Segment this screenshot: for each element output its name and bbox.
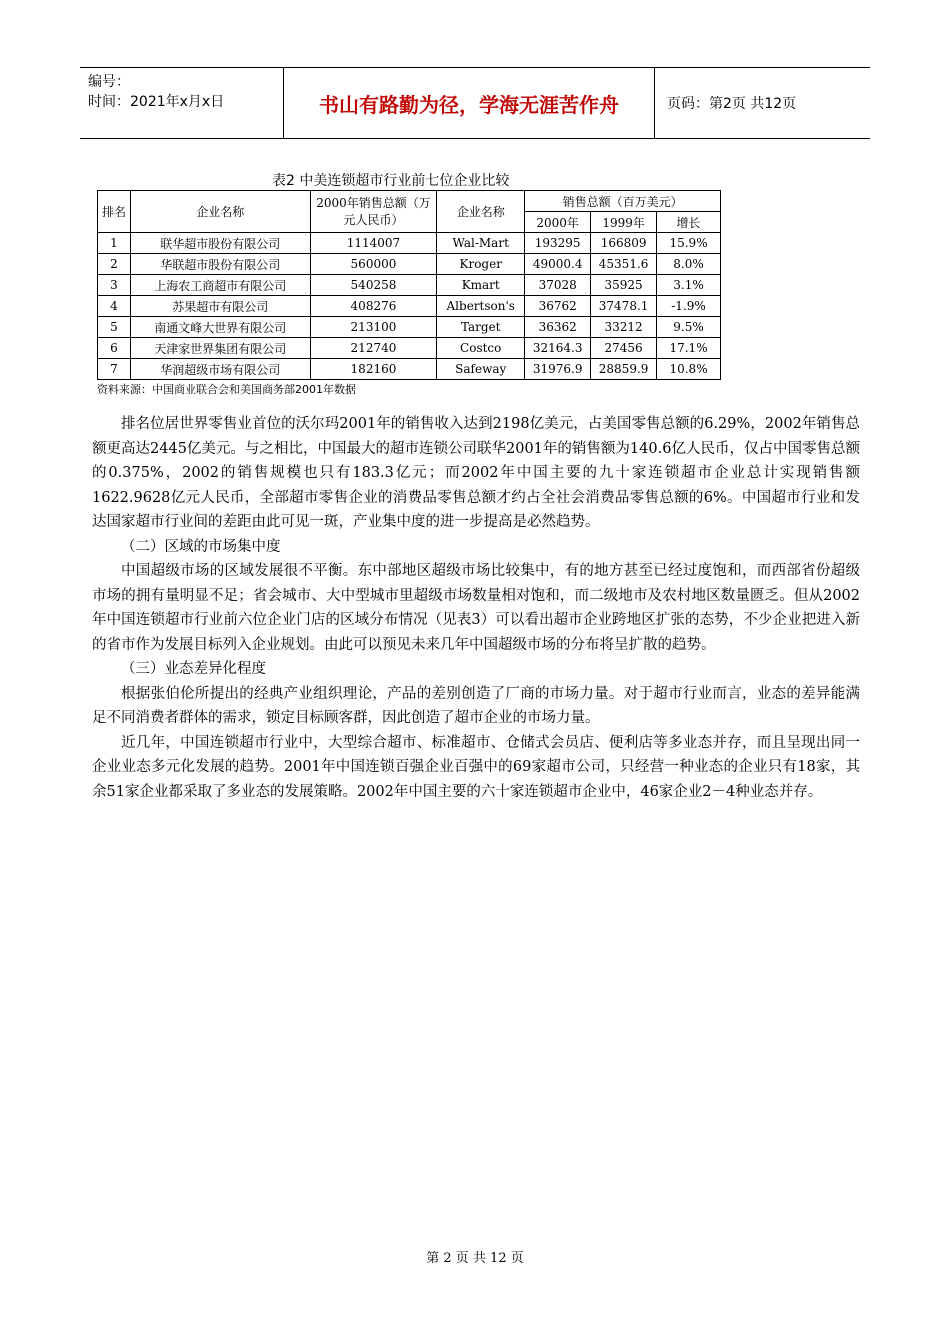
table-header-row: [98, 191, 721, 212]
cell-growth: 9.5%: [657, 317, 721, 338]
cell-us-company: Target: [437, 317, 525, 338]
cell-us-company: Costco: [437, 338, 525, 359]
header-growth: 增长: [657, 212, 721, 233]
cell-sales-1999: 45351.6: [591, 254, 657, 275]
body-text: [92, 412, 860, 804]
cell-growth: 8.0%: [657, 254, 721, 275]
paragraph: 中国超级市场的区域发展很不平衡。东中部地区超级市场比较集中，有的地方甚至已经过度饱和，而西部省份超级市场的拥有量明显不足；省会城市、大中型城市里超级市场数量相对饱和，而二级地市及农村地区数量匮乏。但从2002年中国连锁超市行业前六位企业门店的区域分布情况（见表3）可以看出超市企业跨地区扩张的态势，不少企业把进入新的省市作为发展目标列入企业规划。由此可以预见未来几年中国超级市场的分布将呈扩散的趋势。: [92, 563, 860, 653]
cell-rank: 2: [98, 254, 131, 275]
cell-sales-1999: 166809: [591, 233, 657, 254]
paragraph: 近几年，中国连锁超市行业中，大型综合超市、标准超市、仓储式会员店、便利店等多业态并存，而且呈现出同一企业业态多元化发展的趋势。2001年中国连锁百强企业百强中的69家超市公司，只经营一种业态的企业只有18家，其余51家企业都采取了多业态的发展策略。2002年中国主要的六十家连锁超市企业中，46家企业2－4种业态并存。: [92, 734, 860, 800]
cell-growth: 15.9%: [657, 233, 721, 254]
cell-cn-company: 上海农工商超市有限公司: [130, 275, 310, 296]
cell-sales-2000: 193295: [525, 233, 591, 254]
cell-sales-2000: 32164.3: [525, 338, 591, 359]
cell-cn-company: 苏果超市有限公司: [130, 296, 310, 317]
table-row: [98, 359, 721, 380]
cell-sales-1999: 27456: [591, 338, 657, 359]
cell-sales-1999: 35925: [591, 275, 657, 296]
cell-sales-2000: 31976.9: [525, 359, 591, 380]
cell-cn-sales: 408276: [310, 296, 437, 317]
document-time-label: 时间：2021年x月x日: [88, 94, 225, 110]
cell-sales-2000: 36762: [525, 296, 591, 317]
table-source-note: 资料来源：中国商业联合会和美国商务部2001年数据: [97, 383, 356, 396]
cell-us-company: Wal-Mart: [437, 233, 525, 254]
section-heading: （二）区域的市场集中度: [121, 538, 281, 555]
cell-sales-2000: 36362: [525, 317, 591, 338]
cell-cn-sales: 540258: [310, 275, 437, 296]
page-header: [80, 67, 870, 139]
cell-cn-company: 南通文峰大世界有限公司: [130, 317, 310, 338]
cell-cn-company: 华联超市股份有限公司: [130, 254, 310, 275]
cell-cn-sales: 1114007: [310, 233, 437, 254]
table-caption: 表2 中美连锁超市行业前七位企业比较: [272, 173, 510, 189]
cell-cn-sales: 212740: [310, 338, 437, 359]
cell-rank: 1: [98, 233, 131, 254]
header-meta: [80, 68, 284, 138]
header-us-company: 企业名称: [437, 191, 525, 233]
cell-growth: 10.8%: [657, 359, 721, 380]
header-2000: 2000年: [525, 212, 591, 233]
cell-us-company: Albertson's: [437, 296, 525, 317]
cell-rank: 3: [98, 275, 131, 296]
cell-rank: 5: [98, 317, 131, 338]
table-row: [98, 275, 721, 296]
header-cn-company: 企业名称: [130, 191, 310, 233]
table-row: [98, 317, 721, 338]
paragraph: 根据张伯伦所提出的经典产业组织理论，产品的差别创造了厂商的市场力量。对于超市行业而言，业态的差异能满足不同消费者群体的需求，锁定目标顾客群，因此创造了超市企业的市场力量。: [92, 685, 860, 726]
cell-cn-sales: 560000: [310, 254, 437, 275]
comparison-table: [97, 190, 721, 380]
header-motto: 书山有路勤为径，学海无涯苦作舟: [284, 68, 655, 138]
cell-cn-company: 联华超市股份有限公司: [130, 233, 310, 254]
cell-sales-1999: 37478.1: [591, 296, 657, 317]
document-number-label: 编号：: [88, 74, 130, 90]
cell-sales-2000: 37028: [525, 275, 591, 296]
cell-sales-1999: 28859.9: [591, 359, 657, 380]
cell-rank: 6: [98, 338, 131, 359]
table-row: [98, 233, 721, 254]
cell-growth: 3.1%: [657, 275, 721, 296]
section-heading: （三）业态差异化程度: [121, 661, 266, 677]
cell-rank: 7: [98, 359, 131, 380]
header-us-sales-group: 销售总额（百万美元）: [525, 191, 721, 212]
paragraph: 排名位居世界零售业首位的沃尔玛2001年的销售收入达到2198亿美元，占美国零售总额的6.29%，2002年销售总额更高达2445亿美元。与之相比，中国最大的超市连锁公司联华2001年的销售额为140.6亿人民币，仅占中国零售总额的0.375%，2002的销售规模也只有183.3亿元；而2002年中国主要的九十家连锁超市企业总计实现销售额1622.9628亿元人民币，全部超市零售企业的消费品零售总额才约占全社会消费品零售总额的6%。中国超市行业和发达国家超市行业间的差距由此可见一斑，产业集中度的进一步提高是必然趋势。: [92, 416, 860, 530]
cell-rank: 4: [98, 296, 131, 317]
cell-cn-company: 天津家世界集团有限公司: [130, 338, 310, 359]
cell-us-company: Kroger: [437, 254, 525, 275]
table-row: [98, 338, 721, 359]
page-footer: 第 2 页 共 12 页: [426, 1251, 524, 1266]
table-row: [98, 296, 721, 317]
cell-cn-sales: 213100: [310, 317, 437, 338]
header-cn-sales: 2000年销售总额（万元人民币）: [310, 191, 437, 233]
table-row: [98, 254, 721, 275]
header-rank: 排名: [98, 191, 131, 233]
header-1999: 1999年: [591, 212, 657, 233]
header-page-label: 页码：第2页 共12页: [667, 96, 797, 112]
cell-growth: 17.1%: [657, 338, 721, 359]
cell-cn-company: 华润超级市场有限公司: [130, 359, 310, 380]
cell-us-company: Safeway: [437, 359, 525, 380]
cell-growth: -1.9%: [657, 296, 721, 317]
cell-us-company: Kmart: [437, 275, 525, 296]
cell-sales-1999: 33212: [591, 317, 657, 338]
cell-cn-sales: 182160: [310, 359, 437, 380]
cell-sales-2000: 49000.4: [525, 254, 591, 275]
